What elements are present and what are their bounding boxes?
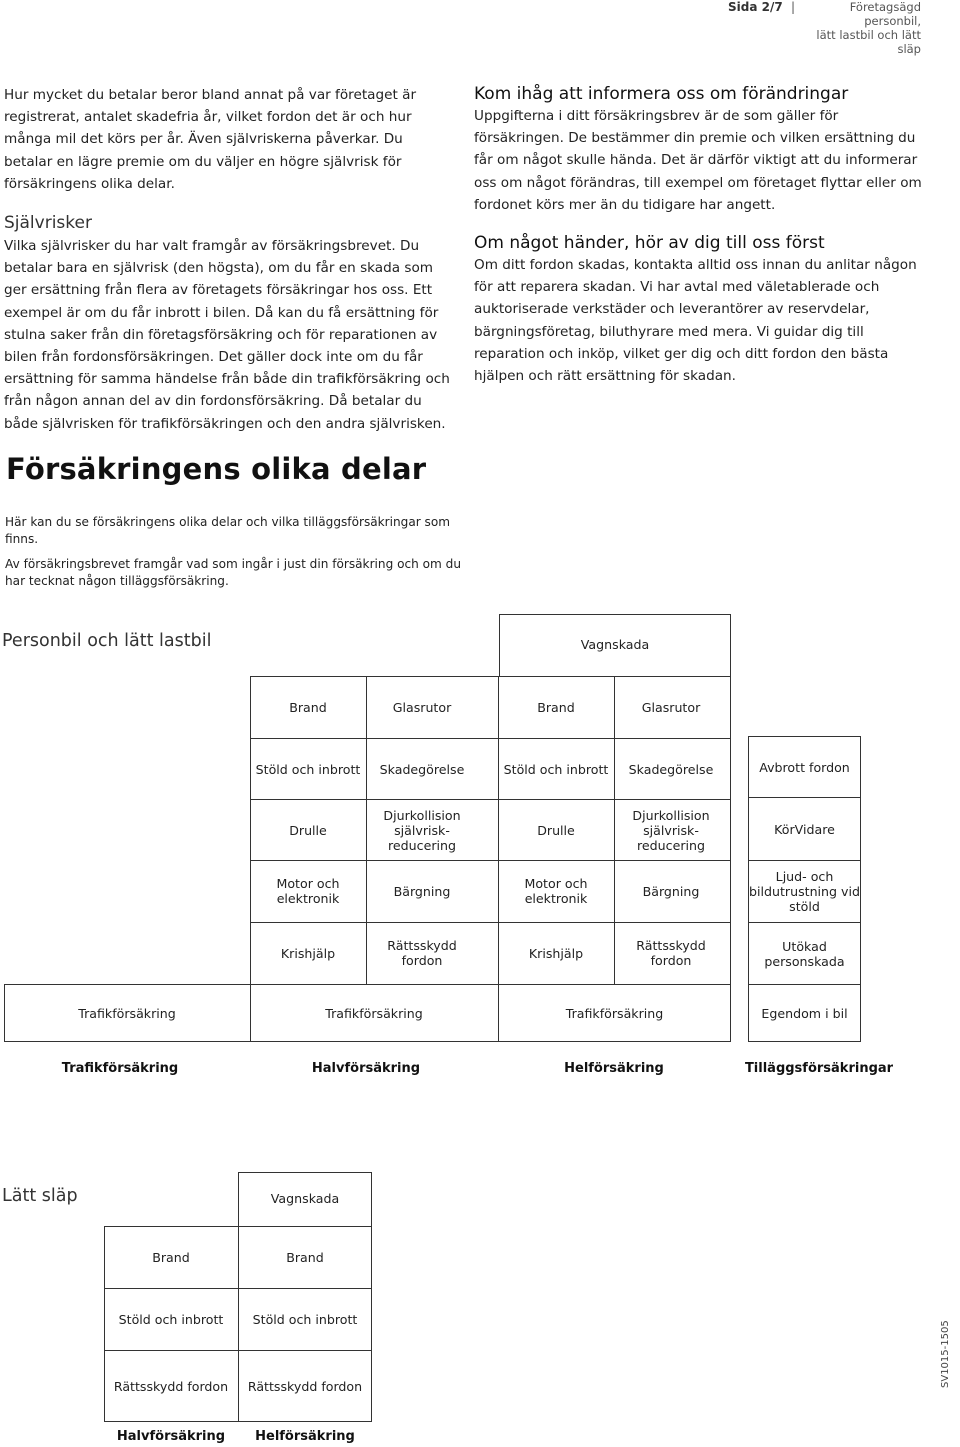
section-intro (5, 514, 465, 590)
vagnskada-label: Vagnskada (270, 1190, 340, 1206)
section-line2: Av försäkringsbrevet framgår vad som ingår i just din försäkring och om du har tecknat någon tilläggsförsäkring. (5, 557, 462, 588)
grid-cell: Avbrott fordon (759, 759, 850, 775)
informera-paragraph: Uppgifterna i ditt försäkringsbrev är de som gäller för försäkringen. De bestämmer din premie och vilken ersättning du får om något skulle hända. Det är därför viktigt att du informerar oss om något förändras, till exempel om företaget flyttar eller om fordonet körs mer än du tidigare har angett. (474, 108, 922, 213)
page-number: Sida 2/7 (728, 0, 783, 14)
column-label: Trafikförsäkring (61, 1061, 179, 1076)
grid-cell: Djurkollision självrisk-reducering (383, 807, 461, 853)
informera-heading: Kom ihåg att informera oss om förändringar (474, 84, 849, 104)
grid-cell: Trafikförsäkring (78, 1005, 176, 1021)
grid-cell: Brand (289, 699, 327, 715)
grid-cell: Glasrutor (641, 699, 701, 715)
grid-cell: Brand (537, 699, 575, 715)
grid-cell: Rättsskydd fordon (113, 1378, 229, 1394)
grid-cell: Stöld och inbrott (503, 761, 609, 777)
document-title-line2: lätt lastbil och lätt släp (816, 28, 921, 56)
grid-cell: Brand (286, 1249, 324, 1265)
column-label: Halvförsäkring (116, 1429, 226, 1444)
document-title (806, 0, 921, 56)
grid-cell: Krishjälp (280, 945, 336, 961)
grid-cell: Krishjälp (528, 945, 584, 961)
grid-cell: Rättsskydd fordon (247, 1378, 363, 1394)
column-label: Halvförsäkring (311, 1061, 421, 1076)
grid-cell: Utökad personskada (764, 938, 845, 969)
grid-cell: Stöld och inbrott (118, 1311, 224, 1327)
grid-cell: Stöld och inbrott (255, 761, 361, 777)
document-title-line1: Företagsägd personbil, (849, 0, 921, 28)
grid-cell: Drulle (289, 822, 327, 838)
grid-cell: Glasrutor (392, 699, 452, 715)
grid-cell: Rättsskydd fordon (636, 938, 706, 968)
hor-av-dig-heading: Om något händer, hör av dig till oss först (474, 233, 825, 254)
grid-divider (366, 676, 367, 985)
column-label: Helförsäkring (255, 1429, 355, 1444)
grid-cell: Rättsskydd fordon (387, 938, 457, 968)
diagram2-label: Lätt släp (2, 1186, 78, 1206)
grid-cell: Egendom i bil (761, 1005, 848, 1021)
sjalvrisker-heading: Självrisker (4, 213, 92, 234)
grid-divider (498, 676, 499, 985)
document-code: SV1015-1505 (940, 1320, 951, 1388)
grid-cell: Bärgning (642, 883, 700, 899)
intro-paragraph: Hur mycket du betalar beror bland annat på var företaget är registrerat, antalet skadefria år, vilket fordon det är och hur många mil det körs per år. Även självriskerna påverkar. Du betalar en lägre premie om du väljer en högre självrisk för försäkringens olika delar. (4, 87, 417, 192)
grid-cell: Djurkollision självrisk-reducering (632, 807, 710, 853)
grid-cell: Trafikförsäkring (565, 1005, 664, 1021)
column-label: Helförsäkring (564, 1061, 664, 1076)
grid-cell: Motor och elektronik (276, 876, 340, 906)
left-column (4, 84, 450, 435)
grid-cell: Ljud- och bildutrustning vid stöld (749, 869, 860, 914)
grid-cell: KörVidare (774, 821, 835, 837)
column-label: Tilläggsförsäkringar (744, 1061, 894, 1076)
grid-cell: Trafikförsäkring (325, 1005, 423, 1021)
diagram1-label: Personbil och lätt lastbil (2, 631, 212, 651)
grid-cell: Motor och elektronik (524, 876, 588, 906)
section-title: Försäkringens olika delar (6, 452, 427, 486)
right-column (474, 84, 924, 387)
section-line1: Här kan du se försäkringens olika delar och vilka tilläggsförsäkringar som finns. (5, 515, 451, 546)
grid-cell: Brand (152, 1249, 190, 1265)
vagnskada-label: Vagnskada (580, 636, 650, 652)
grid-cell: Skadegörelse (379, 761, 465, 777)
header-separator: | (791, 0, 796, 14)
hor-av-dig-paragraph: Om ditt fordon skadas, kontakta alltid oss innan du anlitar någon för att reparera skadan. Vi har avtal med väletablerade och auktoriserade verkstäder och leverantörer av reservdelar, bärgningsföretag, biluthyrare med mera. Vi guidar dig till reparation och inköp, vilket ger dig och ditt fordon den bästa hjälpen och rätt ersättning för skadan. (474, 257, 917, 385)
grid-cell: Bärgning (393, 883, 451, 899)
grid-cell: Stöld och inbrott (252, 1311, 358, 1327)
sjalvrisker-paragraph: Vilka självrisker du har valt framgår av försäkringsbrevet. Du betalar bara en självrisk (den högsta), om du får en skada som ger ersättning från flera av företagets försäkringar hos oss. Ett exempel är om du får inbrott i bilen. Då kan du få ersättning för stulna saker från din företagsförsäkring och för reparationen av bilen från fordonsförsäkringen. Det gäller dock inte om du får ersättning för samma händelse från både din trafikförsäkring och från någon annan del av din fordonsförsäkring. Då betalar du både självrisken för trafikförsäkringen och den andra självrisken. (4, 238, 450, 432)
grid-divider (614, 676, 615, 985)
grid-cell: Skadegörelse (628, 761, 714, 777)
grid-cell: Drulle (537, 822, 575, 838)
